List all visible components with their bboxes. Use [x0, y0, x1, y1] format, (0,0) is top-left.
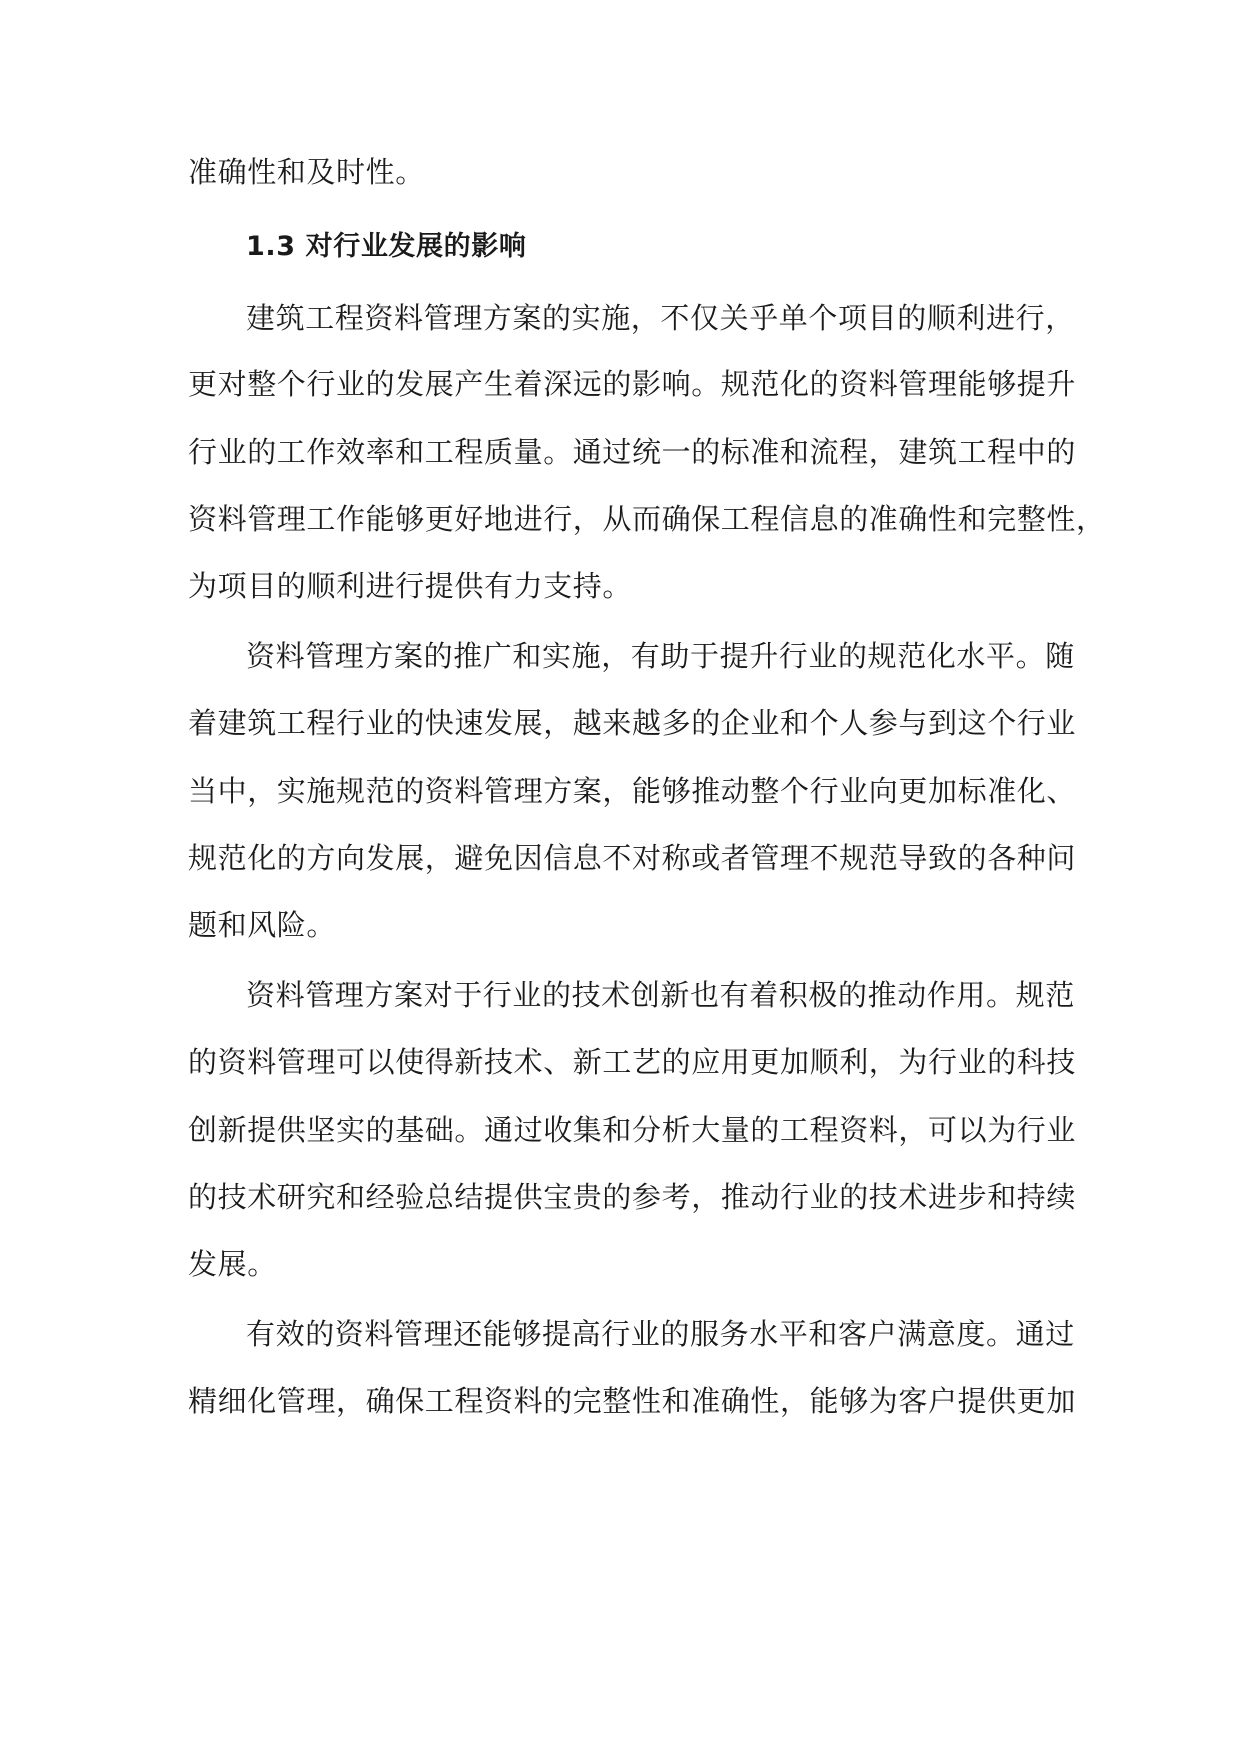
paragraph-2-line-2: 着建筑工程行业的快速发展，越来越多的企业和个人参与到这个行业: [188, 706, 1077, 740]
paragraph-3-line-1: 资料管理方案对于行业的技术创新也有着积极的推动作用。规范: [246, 978, 1075, 1012]
section-heading: 1.3 对行业发展的影响: [246, 231, 527, 262]
text-line: 准确性和及时性。: [188, 155, 425, 189]
paragraph-2-line-3: 当中，实施规范的资料管理方案，能够推动整个行业向更加标准化、: [188, 774, 1077, 808]
paragraph-1-line-3: 行业的工作效率和工程质量。通过统一的标准和流程，建筑工程中的: [188, 435, 1077, 469]
paragraph-3-line-4: 的技术研究和经验总结提供宝贵的参考，推动行业的技术进步和持续: [188, 1180, 1077, 1214]
paragraph-3-line-5: 发展。: [188, 1247, 277, 1281]
paragraph-4-line-2: 精细化管理，确保工程资料的完整性和准确性，能够为客户提供更加: [188, 1384, 1077, 1418]
paragraph-1-line-5: 为项目的顺利进行提供有力支持。: [188, 569, 633, 603]
paragraph-4-line-1: 有效的资料管理还能够提高行业的服务水平和客户满意度。通过: [246, 1317, 1075, 1351]
paragraph-1-line-1: 建筑工程资料管理方案的实施，不仅关乎单个项目的顺利进行，: [246, 301, 1075, 335]
paragraph-3-line-3: 创新提供坚实的基础。通过收集和分析大量的工程资料，可以为行业: [188, 1113, 1077, 1147]
paragraph-3-line-2: 的资料管理可以使得新技术、新工艺的应用更加顺利，为行业的科技: [188, 1045, 1077, 1079]
paragraph-2-line-5: 题和风险。: [188, 908, 337, 942]
paragraph-2-line-1: 资料管理方案的推广和实施，有助于提升行业的规范化水平。随: [246, 639, 1075, 673]
paragraph-1-line-2: 更对整个行业的发展产生着深远的影响。规范化的资料管理能够提升: [188, 367, 1077, 401]
paragraph-2-line-4: 规范化的方向发展，避免因信息不对称或者管理不规范导致的各种问: [188, 841, 1077, 875]
paragraph-1-line-4: 资料管理工作能够更好地进行，从而确保工程信息的准确性和完整性，: [188, 502, 1106, 536]
